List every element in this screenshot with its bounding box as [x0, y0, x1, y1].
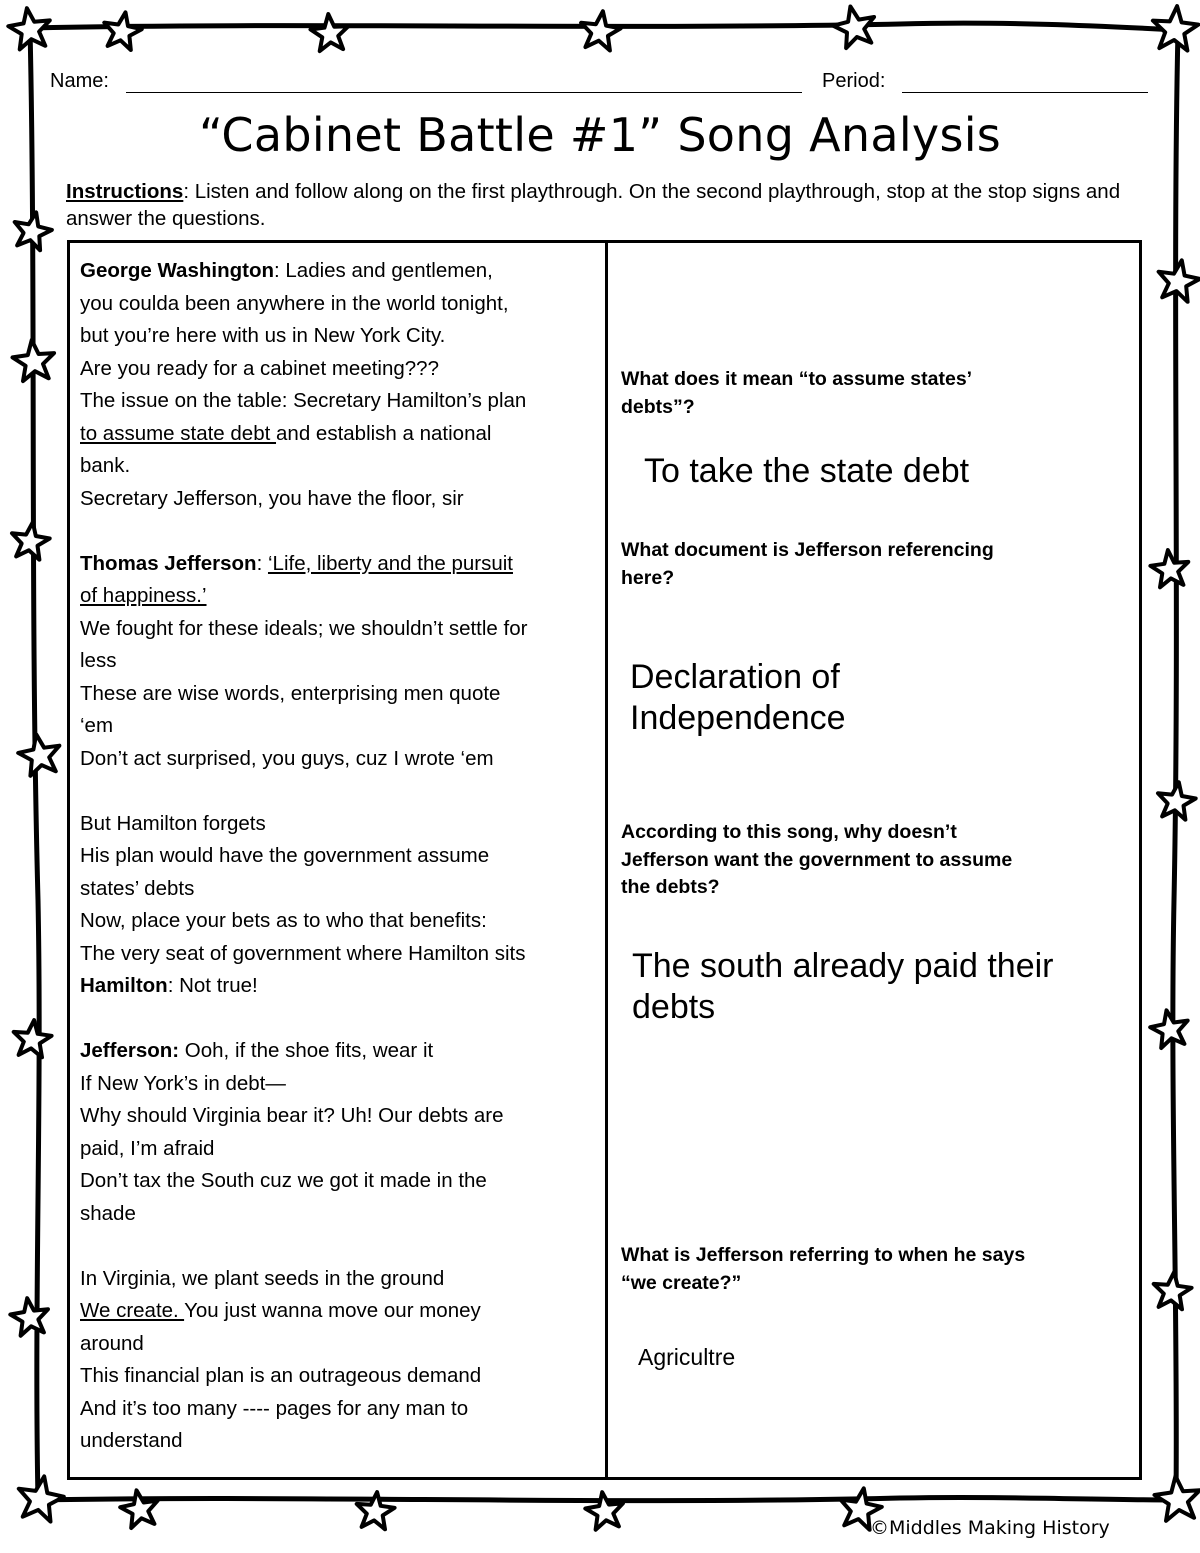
question-line: “we create?” [621, 1271, 742, 1294]
lyrics-stanza-jefferson-1 [80, 548, 600, 776]
question-4 [621, 1242, 1121, 1297]
star-icon [1155, 1476, 1200, 1521]
lyric-line: shade [80, 1201, 136, 1225]
lyrics-column [80, 255, 600, 1458]
question-line: debts”? [621, 395, 695, 418]
question-line: What does it mean “to assume states’ [621, 368, 973, 390]
question-line: What document is Jefferson referencing [621, 539, 994, 561]
speaker-jefferson: Thomas Jefferson [80, 551, 257, 575]
answer-1[interactable] [644, 451, 969, 492]
lyric-line: Don’t tax the South cuz we got it made in the [80, 1169, 487, 1192]
lyric-line: These are wise words, enterprising men quote [80, 681, 501, 705]
answer-line: Agricultre [638, 1344, 736, 1370]
question-2 [621, 537, 1121, 592]
lyric-line: We fought for these ideals; we shouldn’t settle for [80, 616, 528, 640]
lyric-line: If New York’s in debt— [80, 1071, 286, 1095]
answer-line: Declaration of [630, 658, 840, 696]
lyric-line: and establish a national [276, 421, 492, 445]
question-1 [621, 366, 1121, 421]
lyric-line: In Virginia, we plant seeds in the ground [80, 1266, 445, 1290]
underlined-phrase: We create. [80, 1299, 185, 1322]
question-line: What is Jefferson referring to when he says [621, 1244, 1026, 1266]
star-icon [18, 734, 59, 776]
analysis-table [67, 240, 1142, 1480]
answer-3[interactable] [632, 946, 1053, 1028]
underlined-phrase: to assume state debt [80, 421, 277, 445]
star-icon [1154, 1272, 1192, 1309]
period-blank[interactable] [902, 92, 1148, 93]
question-line: Jefferson want the government to assume [621, 848, 1013, 871]
instructions [66, 178, 1146, 232]
lyric-line: less [80, 649, 117, 672]
star-icon [15, 212, 52, 250]
star-icon [19, 1476, 64, 1521]
star-icon [311, 14, 349, 51]
answer-4[interactable] [638, 1343, 735, 1371]
page-title: “Cabinet Battle #1” Song Analysis [198, 108, 1002, 162]
lyrics-stanza-jefferson-2 [80, 808, 600, 1003]
question-line: the debts? [621, 876, 720, 898]
underlined-phrase: of happiness.’ [80, 584, 207, 607]
speaker-washington: George Washington [80, 259, 274, 282]
answer-line: The south already paid their [632, 947, 1054, 985]
lyric-line: But Hamilton forgets [80, 811, 266, 835]
answer-line: Independence [630, 699, 846, 737]
speaker-hamilton: Hamilton [80, 974, 168, 997]
lyric-line: You just wanna move our money [184, 1299, 481, 1322]
lyric-line: The issue on the table: Secretary Hamilton’s plan [80, 389, 527, 412]
question-line: here? [621, 566, 675, 589]
period-label: Period: [822, 70, 886, 92]
copyright-footer: ©Middles Making History [870, 1517, 1110, 1539]
star-icon [104, 12, 142, 50]
lyric-line: you coulda been anywhere in the world tonight, [80, 291, 509, 315]
question-3 [621, 819, 1121, 902]
lyric-line: around [80, 1331, 144, 1355]
lyric-line: Secretary Jefferson, you have the floor, sir [80, 486, 464, 510]
lyric-line: Why should Virginia bear it? Uh! Our debts are [80, 1104, 504, 1127]
speaker-jefferson: Jefferson: [80, 1039, 180, 1062]
star-icon [10, 1298, 48, 1336]
lyric-line: This financial plan is an outrageous demand [80, 1364, 482, 1387]
answer-line: debts [632, 988, 716, 1026]
lyrics-stanza-jefferson-4 [80, 1263, 600, 1458]
column-divider [605, 243, 608, 1477]
lyric-line: bank. [80, 454, 131, 477]
underlined-phrase: ‘Life, liberty and the pursuit [267, 551, 513, 575]
name-blank[interactable] [126, 92, 802, 93]
question-line: According to this song, why doesn’t [621, 821, 957, 843]
name-label: Name: [50, 70, 109, 92]
lyrics-stanza-washington [80, 255, 600, 515]
instructions-label: Instructions [66, 180, 184, 203]
lyric-colon: : [256, 551, 268, 575]
lyric-line: The very seat of government where Hamilton sits [80, 941, 526, 965]
star-icon [1158, 782, 1196, 820]
star-icon [833, 7, 874, 49]
lyric-line: Now, place your bets as to who that benefits: [80, 909, 487, 932]
star-icon [581, 11, 621, 50]
lyric-line: : Not true! [167, 974, 258, 997]
answer-2[interactable] [630, 657, 846, 739]
lyric-line: understand [80, 1429, 183, 1452]
lyric-line: And it’s too many ---- pages for any man to [80, 1396, 469, 1420]
lyric-line: but you’re here with us in New York City. [80, 324, 446, 347]
lyric-line: Don’t act surprised, you guys, cuz I wrote ‘em [80, 746, 494, 770]
star-icon [585, 1492, 623, 1530]
star-icon [120, 1490, 158, 1528]
header-row [50, 70, 1150, 96]
lyric-line: ‘em [80, 714, 114, 737]
lyric-line: Are you ready for a cabinet meeting??? [80, 356, 439, 380]
lyrics-stanza-jefferson-3 [80, 1035, 600, 1230]
star-icon [12, 522, 50, 560]
lyric-line: : Ladies and gentlemen, [274, 259, 493, 282]
answer-line: To take the state debt [644, 452, 970, 490]
lyric-line: paid, I’m afraid [80, 1136, 215, 1160]
instructions-text: : Listen and follow along on the first playthrough. On the second playthrough, stop at the stop signs and answer the questions. [66, 180, 1121, 230]
star-icon [13, 340, 55, 381]
star-icon [1159, 260, 1200, 302]
star-icon [1150, 1010, 1188, 1048]
star-icon [14, 1020, 52, 1057]
star-icon [1150, 550, 1188, 587]
lyric-line: Ooh, if the shoe fits, wear it [179, 1039, 434, 1062]
lyric-line: states’ debts [80, 876, 195, 900]
star-icon [8, 8, 50, 49]
lyric-line: His plan would have the government assume [80, 844, 490, 867]
